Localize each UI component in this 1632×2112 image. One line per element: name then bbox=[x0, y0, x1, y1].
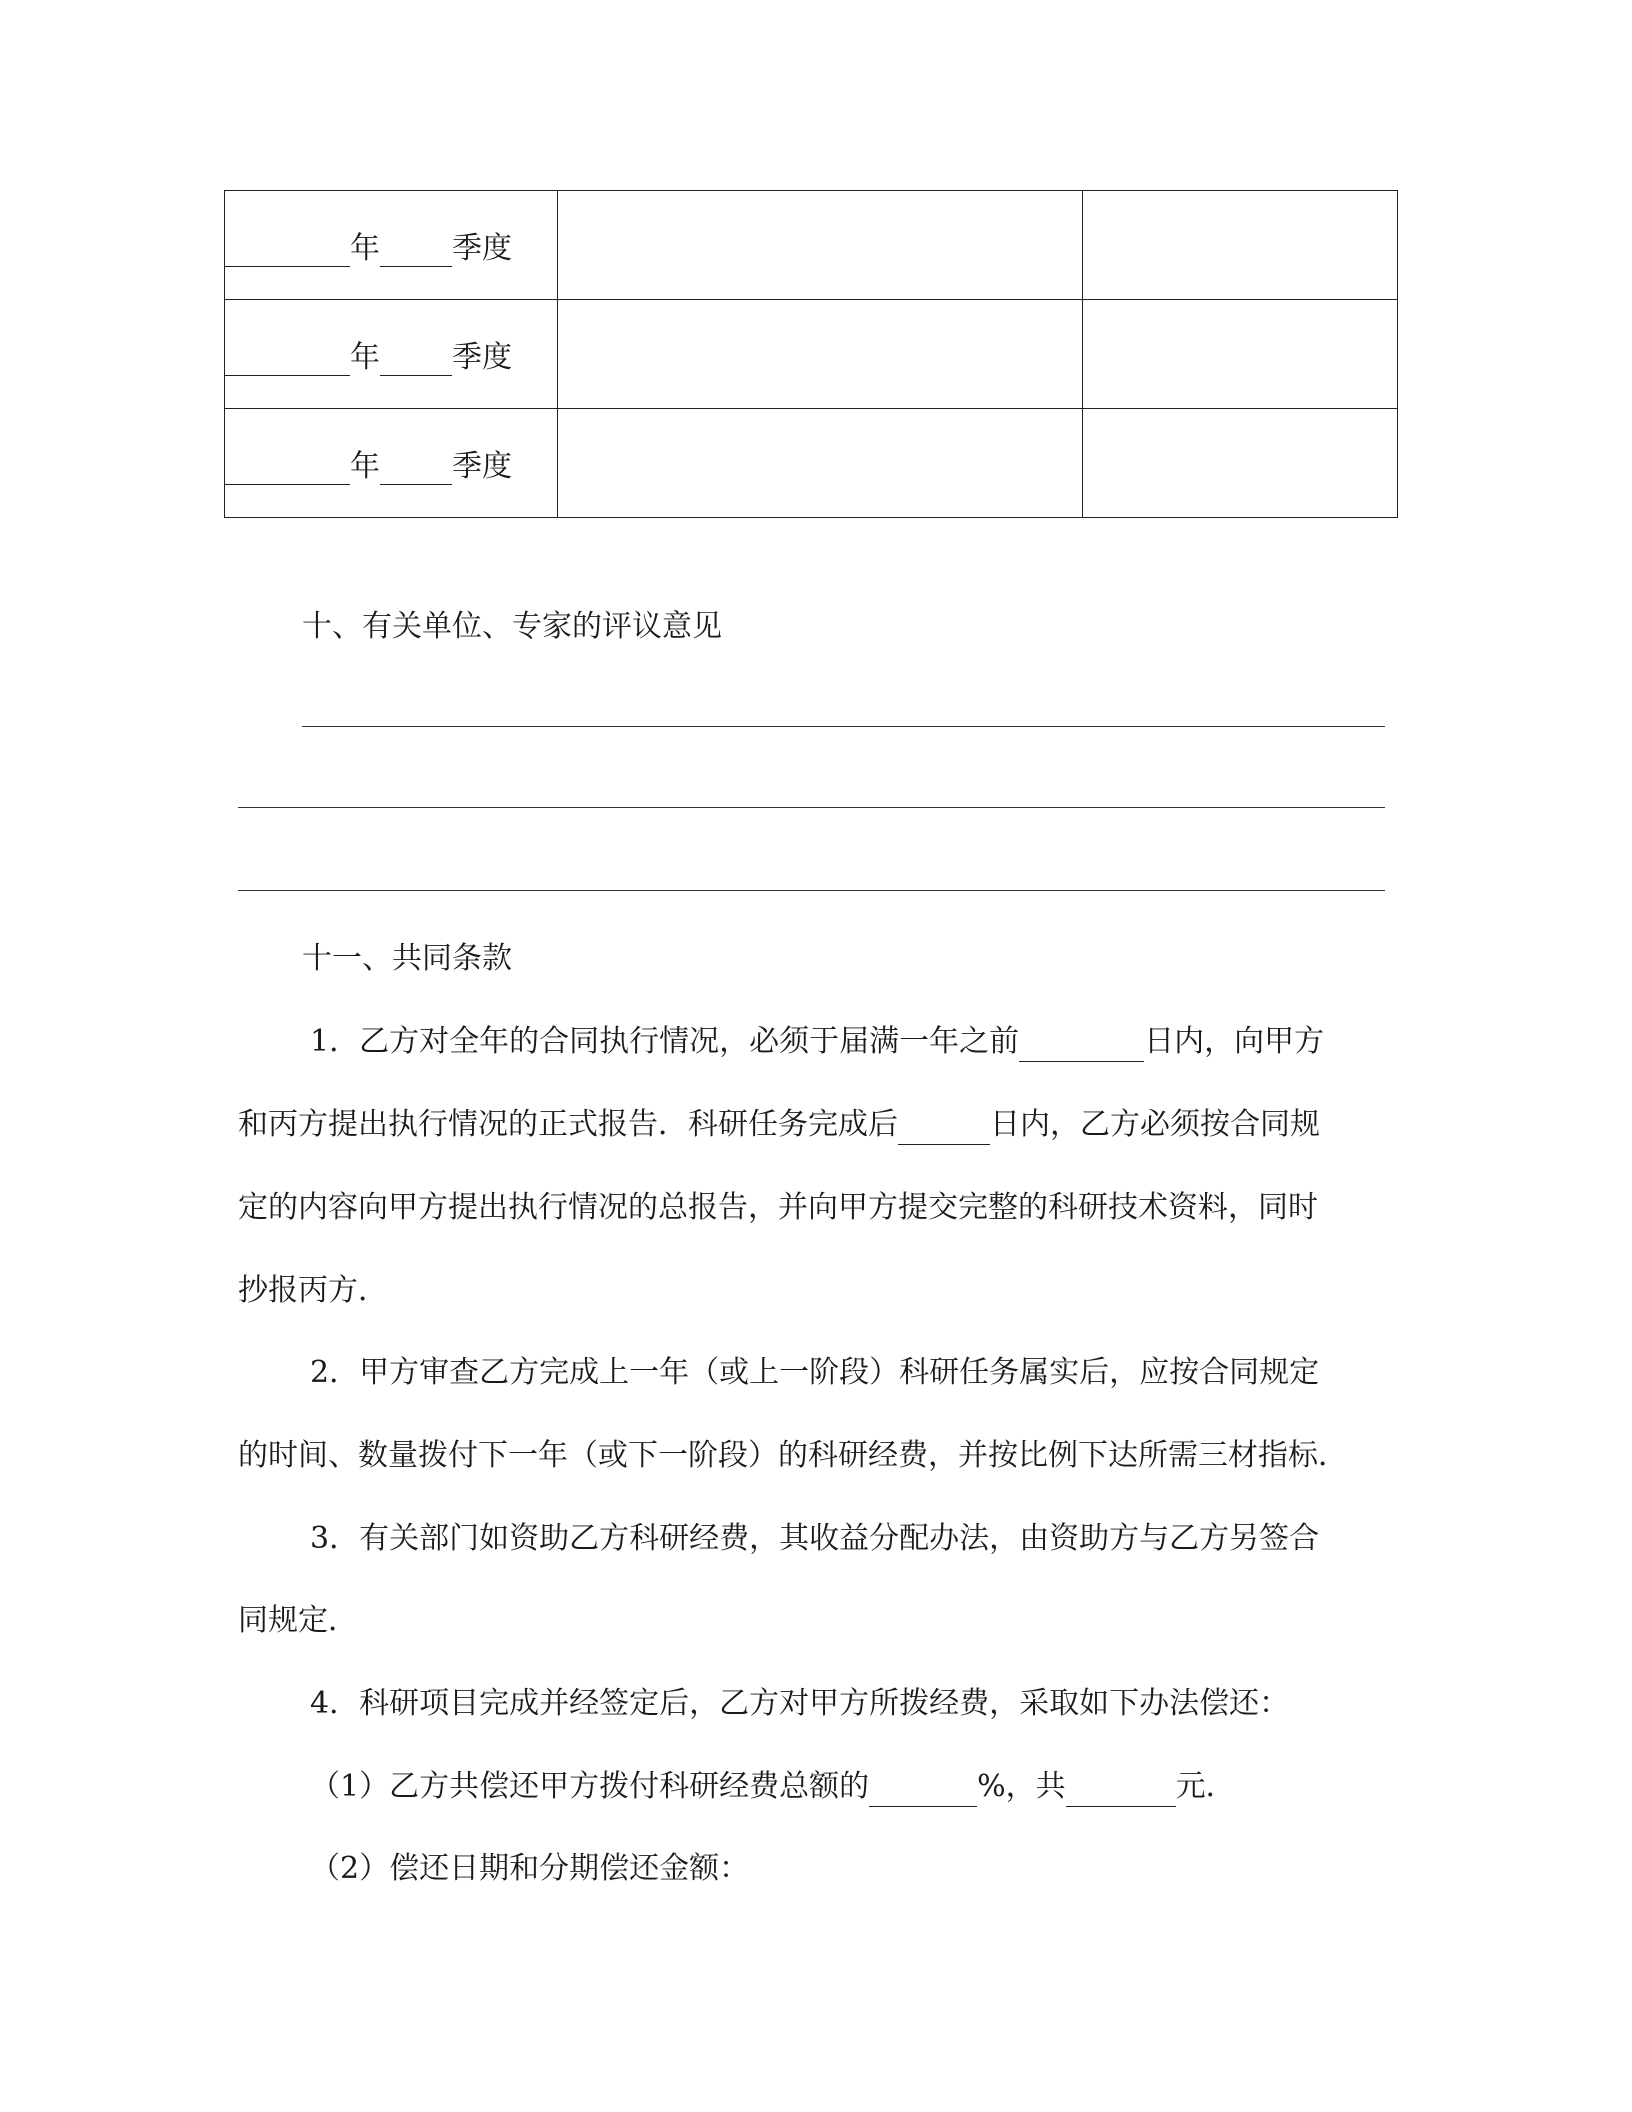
clause-2-line-1: 2．甲方审查乙方完成上一年（或上一阶段）科研任务属实后，应按合同规定 bbox=[310, 1355, 1320, 1390]
clause-3-line-1: 3．有关部门如资助乙方科研经费，其收益分配办法，由资助方与乙方另签合 bbox=[310, 1521, 1320, 1556]
year-suffix: 年 bbox=[350, 449, 380, 484]
quarter-blank[interactable] bbox=[380, 232, 452, 267]
note-cell[interactable] bbox=[1083, 300, 1398, 409]
quarter-suffix: 季度 bbox=[452, 340, 512, 375]
period-cell bbox=[225, 191, 558, 300]
year-suffix: 年 bbox=[350, 231, 380, 266]
year-blank[interactable] bbox=[225, 450, 350, 485]
content-cell[interactable] bbox=[558, 300, 1083, 409]
note-cell[interactable] bbox=[1083, 191, 1398, 300]
quarter-blank[interactable] bbox=[380, 341, 452, 376]
item-1-text-a: （1）乙方共偿还甲方拨付科研经费总额的 bbox=[310, 1769, 870, 1804]
clause-1-text-d: 日内，乙方必须按合同规 bbox=[990, 1107, 1320, 1142]
days-before-blank[interactable] bbox=[1019, 1029, 1144, 1062]
clause-1-text-c: 和丙方提出执行情况的正式报告．科研任务完成后 bbox=[238, 1107, 898, 1142]
content-cell[interactable] bbox=[558, 409, 1083, 518]
table-row bbox=[225, 191, 1398, 300]
clause-1-line-3: 定的内容向甲方提出执行情况的总报告，并向甲方提交完整的科研技术资料，同时 bbox=[238, 1190, 1318, 1225]
schedule-table bbox=[224, 190, 1398, 518]
clause-1-line-4: 抄报丙方． bbox=[238, 1273, 388, 1308]
quarter-blank[interactable] bbox=[380, 450, 452, 485]
clause-4-item-2: （2）偿还日期和分期偿还金额： bbox=[310, 1851, 750, 1886]
clause-3-line-2: 同规定． bbox=[238, 1603, 358, 1638]
section-10-heading: 十、有关单位、专家的评议意见 bbox=[302, 609, 722, 644]
table-row bbox=[225, 409, 1398, 518]
review-line-3[interactable] bbox=[238, 890, 1385, 891]
clause-1-text-a: 1．乙方对全年的合同执行情况，必须于届满一年之前 bbox=[310, 1024, 1020, 1059]
period-cell bbox=[225, 409, 558, 518]
clause-2-line-2: 的时间、数量拨付下一年（或下一阶段）的科研经费，并按比例下达所需三材指标． bbox=[238, 1438, 1348, 1473]
item-1-text-b: %，共 bbox=[977, 1769, 1066, 1804]
quarter-suffix: 季度 bbox=[452, 231, 512, 266]
year-blank[interactable] bbox=[225, 232, 350, 267]
year-suffix: 年 bbox=[350, 340, 380, 375]
review-line-2[interactable] bbox=[238, 807, 1385, 808]
table-row bbox=[225, 300, 1398, 409]
clause-1-text-b: 日内，向甲方 bbox=[1144, 1024, 1325, 1059]
quarter-suffix: 季度 bbox=[452, 449, 512, 484]
item-1-text-c: 元． bbox=[1175, 1769, 1236, 1804]
percent-blank[interactable] bbox=[869, 1774, 977, 1807]
section-11-heading: 十一、共同条款 bbox=[302, 941, 512, 976]
period-cell bbox=[225, 300, 558, 409]
clause-4-line-1: 4．科研项目完成并经签定后，乙方对甲方所拨经费，采取如下办法偿还： bbox=[310, 1686, 1290, 1721]
year-blank[interactable] bbox=[225, 341, 350, 376]
days-after-blank[interactable] bbox=[898, 1112, 990, 1145]
clause-1-line-1 bbox=[310, 1022, 1324, 1062]
clause-4-item-1 bbox=[310, 1767, 1236, 1807]
clause-1-line-2 bbox=[238, 1105, 1320, 1145]
note-cell[interactable] bbox=[1083, 409, 1398, 518]
review-line-1[interactable] bbox=[302, 726, 1385, 727]
content-cell[interactable] bbox=[558, 191, 1083, 300]
amount-blank[interactable] bbox=[1066, 1774, 1176, 1807]
